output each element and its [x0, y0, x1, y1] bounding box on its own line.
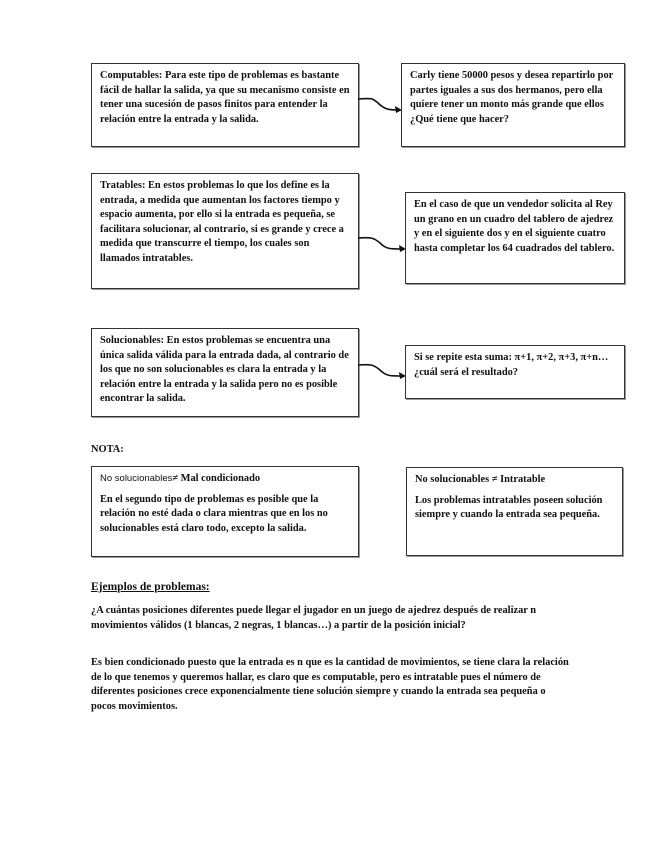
- arrow-icon: [358, 235, 408, 255]
- examples-question: ¿A cuántas posiciones diferentes puede llegar el jugador en un juego de ajedrez después de realizar n movimientos válidos (1 blancas, 2 negras, 1 blancas…) a partir de la posición inicial?: [91, 605, 537, 631]
- tratables-example-box: [405, 192, 625, 284]
- computables-definition-box: [91, 63, 359, 147]
- examples-answer: Es bien condicionado puesto que la entrada es n que es la cantidad de movimientos, se tiene clara la relación de lo que tenemos y queremos hallar, es claro que es computable, pero es intratable pues el número de diferentes posiciones crece exponencialmente tiene solución siempre y cuando la entrada sea pequeña o pocos movimientos.: [91, 657, 569, 712]
- examples-heading: Ejemplos de problemas:: [91, 581, 210, 593]
- nota-left-box: [91, 466, 359, 557]
- nota-left-title: No solucionables≠ Mal condicionado: [100, 473, 261, 484]
- nota-right-body: Los problemas intratables poseen solución siempre y cuando la entrada sea pequeña.: [415, 494, 603, 521]
- arrow-icon: [358, 95, 404, 115]
- computables-example-box: [401, 63, 625, 147]
- nota-left-body: En el segundo tipo de problemas es posible que la relación no esté dada o clara mientras que en los no solucionables está claro todo, excepto la salida.: [100, 493, 328, 534]
- solucionables-example-box: [405, 345, 625, 399]
- solucionables-definition-box: [91, 328, 359, 417]
- computables-example: Carly tiene 50000 pesos y desea repartirlo por partes iguales a sus dos hermanos, pero ella quiere tener un monto más grande que ellos ¿Qué tiene que hacer?: [410, 70, 614, 125]
- solucionables-definition: Solucionables: En estos problemas se encuentra una única salida válida para la entrada dada, al contrario de los que no son solucionables es clara la entrada y la relación entre la entrada y la salida pero no es posible encontrar la salida.: [100, 335, 349, 405]
- tratables-definition-box: [91, 173, 359, 289]
- arrow-icon: [358, 362, 408, 382]
- solucionables-example: Si se repite esta suma: π+1, π+2, π+3, π+n… ¿cuál será el resultado?: [414, 352, 609, 378]
- nota-right-title: No solucionables ≠ Intratable: [415, 474, 546, 485]
- nota-label: NOTA:: [91, 444, 124, 455]
- computables-definition: Computables: Para este tipo de problemas es bastante fácil de hallar la salida, ya que su mecanismo consiste en tener una sucesión de pasos finitos para entender la relación entre la entrada y la salida.: [100, 70, 350, 125]
- tratables-definition: Tratables: En estos problemas lo que los define es la entrada, a medida que aumentan los factores tiempo y espacio aumenta, por ello si la entrada es pequeña, se facilitara solucionar, al contrario, si es grande y crece a medida que transcurre el tiempo, los cuales son llamados intratables.: [100, 180, 344, 264]
- tratables-example: En el caso de que un vendedor solicita al Rey un grano en un cuadro del tablero de ajedrez y en el siguiente dos y en el siguiente cuatro hasta completar los 64 cuadrados del tablero.: [414, 199, 615, 254]
- nota-right-box: [406, 467, 623, 556]
